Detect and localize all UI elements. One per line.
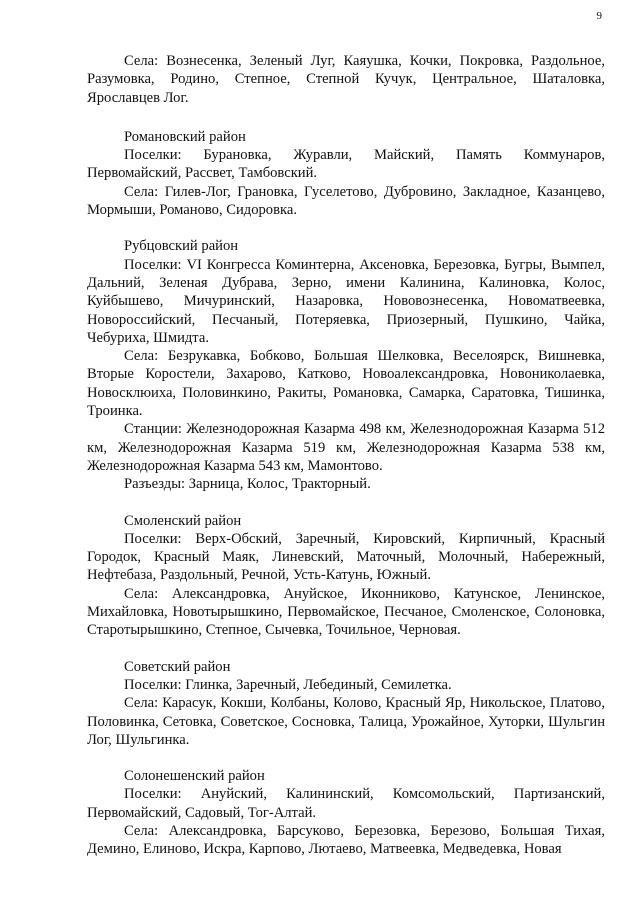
paragraph-villages: Села: Вознесенка, Зеленый Луг, Каяушка, Кочки, Покровка, Раздольное, Разумовка, Родино, Степное, Степной Кучук, Центральное, Шаталовка, Ярославцев Лог. xyxy=(87,53,605,106)
paragraph-settlements: Поселки: Ануйский, Калининский, Комсомольский, Партизанский, Первомайский, Садовый, Тог-Алтай. xyxy=(87,786,605,821)
paragraph-settlements: Поселки: Глинка, Заречный, Лебединый, Семилетка. xyxy=(124,676,452,693)
paragraph-villages: Села: Гилев-Лог, Грановка, Гуселетово, Дубровино, Закладное, Казанцево, Мормыши, Романово, Сидоровка. xyxy=(87,183,605,219)
section-continuation xyxy=(87,52,605,107)
paragraph-villages: Села: Безрукавка, Бобково, Большая Шелковка, Веселоярск, Вишневка, Вторые Коростели, Захарово, Катково, Новоалександровка, Новониколаевка, Новосклюиха, Половинкино, Ракиты, Романовка, Самарка, Саратовка, Тишинка, Троинка. xyxy=(87,348,605,420)
section-title: Романовский район xyxy=(124,128,246,145)
document-body xyxy=(87,52,605,877)
paragraph-villages: Села: Александровка, Барсуково, Березовка, Березово, Большая Тихая, Демино, Елиново, Искра, Карпово, Лютаево, Матвеевка, Медведевка, Новая xyxy=(87,822,605,858)
paragraph-settlements: Поселки: VI Конгресса Коминтерна, Аксеновка, Березовка, Бугры, Вымпел, Дальний, Зеленая Дубрава, Зерно, имени Калинина, Калиновка, Колос, Куйбышево, Мичуринский, Назаровка, Нововознесенка, Новоматвеевка, Новороссийский, Песчаный, Потеряевка, Приозерный, Пушкино, Чайка, Чебуриха, Шмидта. xyxy=(87,256,605,346)
section-title: Рубцовский район xyxy=(124,238,239,255)
section-sovetsky xyxy=(87,658,605,749)
section-title: Смоленский район xyxy=(124,512,242,529)
paragraph-villages: Села: Карасук, Кокши, Колбаны, Колово, Красный Яр, Никольское, Платово, Половинка, Сетовка, Советское, Сосновка, Талица, Урожайное, Хуторки, Шульгин Лог, Шульгинка. xyxy=(87,695,605,748)
section-rubtsovsky xyxy=(87,237,605,493)
paragraph-settlements: Поселки: Бурановка, Журавли, Майский, Память Коммунаров, Первомайский, Рассвет, Тамбовский. xyxy=(87,147,605,182)
section-title: Советский район xyxy=(124,658,231,675)
section-smolensky xyxy=(87,512,605,640)
section-soloneshensky xyxy=(87,767,605,858)
section-title: Солонешенский район xyxy=(124,768,265,785)
paragraph-stations: Станции: Железнодорожная Казарма 498 км, Железнодорожная Казарма 512 км, Железнодорожная Казарма 519 км, Железнодорожная Казарма 538 км, Железнодорожная Казарма 543 км, Мамонтово. xyxy=(87,421,605,474)
paragraph-villages: Села: Александровка, Ануйское, Иконниково, Катунское, Ленинское, Михайловка, Новотырышкино, Первомайское, Песчаное, Смоленское, Солоновка, Старотырышкино, Степное, Сычевка, Точильное, Черновая. xyxy=(87,585,605,639)
page-number: 9 xyxy=(596,10,602,22)
paragraph-sidings: Разъезды: Зарница, Колос, Тракторный. xyxy=(124,476,371,493)
section-romanovsky xyxy=(87,128,605,219)
paragraph-settlements: Поселки: Верх-Обский, Заречный, Кировский, Кирпичный, Красный Городок, Красный Маяк, Линевский, Маточный, Молочный, Набережный, Нефтебаза, Раздольный, Речной, Усть-Катунь, Южный. xyxy=(87,530,605,584)
